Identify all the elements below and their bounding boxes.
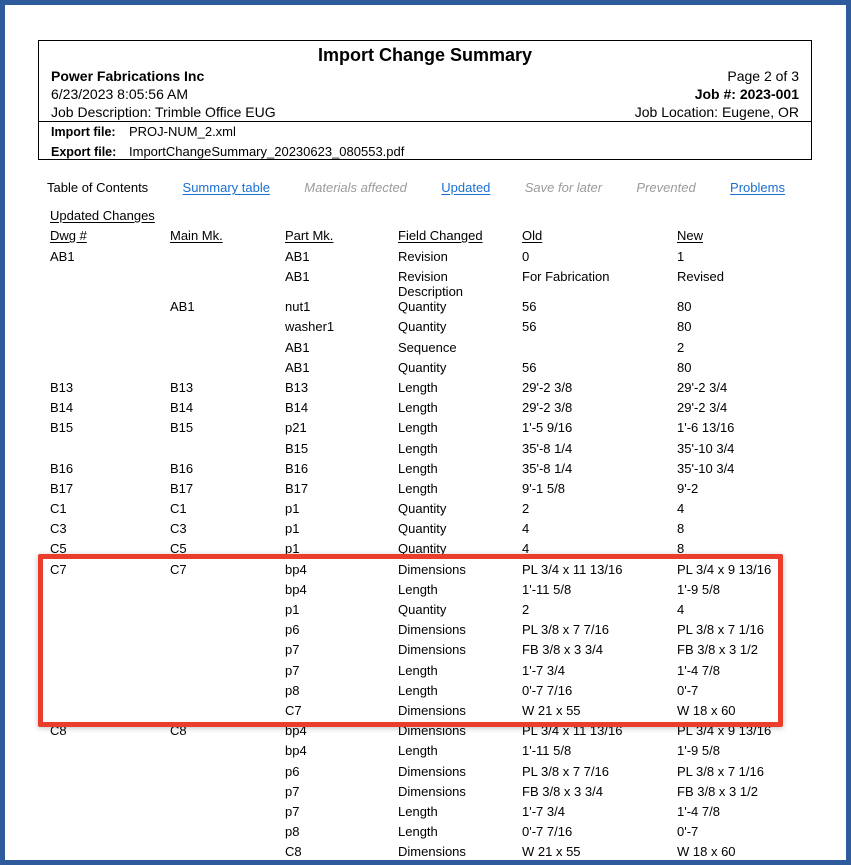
cell-part-mk: B15: [285, 440, 309, 456]
cell-field-changed: Length: [398, 824, 438, 840]
cell-new-value: PL 3/8 x 7 1/16: [677, 622, 764, 638]
cell-new-value: 80: [677, 299, 692, 315]
cell-old-value: 1'-5 9/16: [522, 420, 573, 436]
cell-part-mk: p7: [285, 642, 300, 658]
toc-link-problems[interactable]: Problems: [730, 180, 785, 195]
cell-old-value: 0'-7 7/16: [522, 824, 573, 840]
table-row: [50, 683, 817, 703]
table-row: [50, 521, 817, 541]
table-row: [50, 340, 817, 360]
cell-field-changed: Dimensions: [398, 561, 466, 577]
job-location: Job Location: Eugene, OR: [634, 104, 799, 120]
table-body: [50, 249, 817, 864]
cell-old-value: 29'-2 3/8: [522, 400, 573, 416]
company-name: Power Fabrications Inc: [51, 68, 205, 84]
table-row: [50, 562, 817, 582]
table-row: [50, 441, 817, 461]
cell-field-changed: Dimensions: [398, 642, 466, 658]
cell-main-mk: C8: [170, 723, 187, 739]
cell-new-value: 35'-10 3/4: [677, 440, 735, 456]
table-row: [50, 804, 817, 824]
cell-old-value: 4: [522, 541, 530, 557]
cell-new-value: 2: [677, 339, 685, 355]
cell-old-value: 56: [522, 299, 537, 315]
table-row: [50, 582, 817, 602]
cell-field-changed: Length: [398, 803, 438, 819]
table-row: [50, 784, 817, 804]
cell-dwg: C5: [50, 541, 67, 557]
table-row: [50, 299, 817, 319]
cell-new-value: 1'-6 13/16: [677, 420, 735, 436]
cell-field-changed: Dimensions: [398, 702, 466, 718]
cell-old-value: 56: [522, 319, 537, 335]
cell-part-mk: B14: [285, 400, 309, 416]
cell-field-changed: Quantity: [398, 602, 447, 617]
toc-label: Table of Contents: [47, 180, 149, 195]
cell-part-mk: p8: [285, 682, 300, 698]
cell-new-value: 1'-4 7/8: [677, 662, 720, 678]
cell-old-value: 1'-11 5/8: [522, 581, 572, 597]
cell-field-changed: Quantity: [398, 501, 447, 517]
cell-new-value: PL 3/4 x 9 13/16: [677, 561, 772, 577]
cell-field-changed: Length: [398, 581, 438, 597]
cell-main-mk: C1: [170, 501, 187, 517]
cell-field-changed: Length: [398, 743, 438, 759]
cell-part-mk: B13: [285, 379, 309, 395]
cell-field-changed: Length: [398, 682, 438, 698]
cell-part-mk: p1: [285, 541, 300, 557]
column-header-part-mk: Part Mk.: [285, 228, 334, 243]
cell-part-mk: p1: [285, 602, 300, 617]
report-header: [38, 40, 812, 160]
toc-link-prevented: Prevented: [636, 180, 696, 195]
cell-old-value: 4: [522, 521, 530, 537]
cell-new-value: Revised: [677, 269, 724, 285]
table-row: [50, 319, 817, 339]
cell-new-value: 4: [677, 501, 685, 517]
cell-dwg: AB1: [50, 249, 75, 264]
cell-main-mk: C5: [170, 541, 187, 557]
cell-main-mk: B14: [170, 400, 194, 416]
table-row: [50, 269, 817, 299]
cell-old-value: 0'-7 7/16: [522, 682, 573, 698]
cell-old-value: 2: [522, 501, 530, 517]
cell-new-value: W 18 x 60: [677, 702, 736, 718]
toc-link-materials-affected: Materials affected: [304, 180, 407, 195]
import-file-value: PROJ-NUM_2.xml: [129, 124, 236, 139]
cell-part-mk: p7: [285, 803, 300, 819]
cell-old-value: W 21 x 55: [522, 702, 581, 718]
report-page: [5, 5, 846, 860]
cell-new-value: 0'-7: [677, 682, 699, 698]
cell-part-mk: p7: [285, 783, 300, 799]
cell-old-value: 2: [522, 602, 530, 617]
toc-link-summary-table[interactable]: Summary table: [182, 180, 270, 195]
report-datetime: 6/23/2023 8:05:56 AM: [51, 86, 188, 102]
table-row: [50, 844, 817, 864]
cell-dwg: B17: [50, 480, 74, 496]
cell-old-value: For Fabrication: [522, 269, 610, 285]
cell-main-mk: B13: [170, 379, 194, 395]
cell-part-mk: AB1: [285, 339, 310, 355]
table-row: [50, 743, 817, 763]
cell-new-value: 29'-2 3/4: [677, 400, 728, 416]
cell-main-mk: B16: [170, 460, 194, 476]
table-row: [50, 420, 817, 440]
cell-field-changed: Dimensions: [398, 723, 466, 739]
cell-new-value: 80: [677, 359, 692, 375]
cell-old-value: FB 3/8 x 3 3/4: [522, 642, 603, 658]
table-row: [50, 541, 817, 561]
cell-dwg: B13: [50, 379, 74, 395]
cell-new-value: 8: [677, 541, 685, 557]
cell-field-changed: Quantity: [398, 521, 447, 537]
table-row: [50, 481, 817, 501]
job-number: Job #: 2023-001: [694, 86, 799, 102]
report-title: Import Change Summary: [317, 45, 533, 65]
cell-old-value: 9'-1 5/8: [522, 480, 565, 496]
table-header-row: [50, 228, 817, 243]
cell-field-changed: Revision Description: [398, 269, 464, 300]
cell-new-value: 35'-10 3/4: [677, 460, 735, 476]
table-row: [50, 622, 817, 642]
cell-part-mk: washer1: [285, 319, 335, 335]
cell-old-value: PL 3/4 x 11 13/16: [522, 561, 623, 577]
cell-new-value: PL 3/8 x 7 1/16: [677, 763, 764, 779]
cell-part-mk: p6: [285, 622, 300, 638]
cell-old-value: W 21 x 55: [522, 844, 581, 860]
cell-dwg: C1: [50, 501, 67, 517]
cell-dwg: B14: [50, 400, 74, 416]
cell-old-value: FB 3/8 x 3 3/4: [522, 783, 603, 799]
cell-part-mk: p8: [285, 824, 300, 840]
cell-part-mk: p1: [285, 501, 300, 517]
cell-old-value: 1'-7 3/4: [522, 662, 565, 678]
cell-field-changed: Revision: [398, 249, 448, 264]
file-info-section: [39, 121, 811, 162]
job-description: Job Description: Trimble Office EUG: [51, 104, 276, 120]
export-file-value: ImportChangeSummary_20230623_080553.pdf: [129, 144, 405, 159]
cell-field-changed: Quantity: [398, 299, 447, 315]
table-row: [50, 642, 817, 662]
cell-part-mk: bp4: [285, 581, 307, 597]
cell-new-value: 1'-9 5/8: [677, 743, 720, 759]
cell-field-changed: Length: [398, 400, 438, 416]
table-row: [50, 663, 817, 683]
cell-old-value: 0: [522, 249, 530, 264]
cell-field-changed: Sequence: [398, 339, 457, 355]
cell-old-value: 29'-2 3/8: [522, 379, 573, 395]
table-row: [50, 360, 817, 380]
cell-field-changed: Dimensions: [398, 783, 466, 799]
table-row: [50, 501, 817, 521]
cell-old-value: 56: [522, 359, 537, 375]
cell-new-value: 80: [677, 319, 692, 335]
cell-new-value: 1'-4 7/8: [677, 803, 720, 819]
cell-new-value: W 18 x 60: [677, 844, 736, 860]
toc-link-save-for-later: Save for later: [524, 180, 603, 195]
cell-new-value: 1'-9 5/8: [677, 581, 720, 597]
cell-old-value: 1'-7 3/4: [522, 803, 565, 819]
table-row: [50, 461, 817, 481]
cell-main-mk: C3: [170, 521, 187, 537]
cell-part-mk: p1: [285, 521, 300, 537]
cell-old-value: PL 3/8 x 7 7/16: [522, 622, 609, 638]
cell-new-value: 0'-7: [677, 824, 699, 840]
cell-main-mk: B17: [170, 480, 194, 496]
column-header-field-changed: Field Changed: [398, 228, 483, 243]
cell-field-changed: Length: [398, 662, 438, 678]
table-row: [50, 602, 817, 622]
cell-field-changed: Length: [398, 379, 438, 395]
cell-old-value: 1'-11 5/8: [522, 743, 572, 759]
column-header-dwg: Dwg #: [50, 228, 87, 243]
section-title-updated-changes: Updated Changes: [50, 208, 155, 223]
cell-new-value: 8: [677, 521, 685, 537]
cell-dwg: C3: [50, 521, 67, 537]
cell-part-mk: AB1: [285, 269, 310, 285]
cell-part-mk: C7: [285, 702, 302, 718]
toc-link-updated[interactable]: Updated: [441, 180, 491, 195]
cell-field-changed: Length: [398, 460, 438, 476]
cell-part-mk: bp4: [285, 743, 307, 759]
column-header-old-value: Old: [522, 228, 543, 243]
cell-field-changed: Dimensions: [398, 844, 466, 860]
cell-part-mk: bp4: [285, 561, 307, 577]
changes-table: [50, 228, 817, 864]
import-file-label: Import file:: [51, 125, 116, 139]
cell-field-changed: Dimensions: [398, 763, 466, 779]
column-header-new-value: New: [677, 228, 704, 243]
cell-main-mk: C7: [170, 561, 187, 577]
cell-old-value: PL 3/8 x 7 7/16: [522, 763, 609, 779]
cell-field-changed: Quantity: [398, 541, 447, 557]
cell-main-mk: B15: [170, 420, 194, 436]
cell-new-value: 1: [677, 249, 685, 264]
cell-part-mk: nut1: [285, 299, 311, 315]
cell-part-mk: AB1: [285, 359, 310, 375]
cell-new-value: FB 3/8 x 3 1/2: [677, 642, 758, 658]
cell-field-changed: Dimensions: [398, 622, 466, 638]
cell-old-value: PL 3/4 x 11 13/16: [522, 723, 623, 739]
cell-new-value: 4: [677, 602, 685, 617]
table-row: [50, 249, 817, 269]
cell-part-mk: AB1: [285, 249, 310, 264]
cell-dwg: C8: [50, 723, 67, 739]
cell-field-changed: Quantity: [398, 319, 447, 335]
cell-part-mk: C8: [285, 844, 302, 860]
table-of-contents: [47, 180, 785, 196]
cell-main-mk: AB1: [170, 299, 195, 315]
cell-new-value: FB 3/8 x 3 1/2: [677, 783, 758, 799]
cell-new-value: 29'-2 3/4: [677, 379, 728, 395]
cell-part-mk: B16: [285, 460, 309, 476]
export-file-label: Export file:: [51, 145, 117, 159]
table-row: [50, 824, 817, 844]
column-header-main-mk: Main Mk.: [170, 228, 223, 243]
cell-new-value: PL 3/4 x 9 13/16: [677, 723, 772, 739]
cell-dwg: B16: [50, 460, 74, 476]
cell-dwg: C7: [50, 561, 67, 577]
table-row: [50, 380, 817, 400]
cell-part-mk: p7: [285, 662, 300, 678]
cell-part-mk: bp4: [285, 723, 307, 739]
cell-new-value: 9'-2: [677, 480, 699, 496]
cell-old-value: 35'-8 1/4: [522, 460, 573, 476]
cell-field-changed: Length: [398, 420, 438, 436]
table-row: [50, 723, 817, 743]
cell-dwg: B15: [50, 420, 74, 436]
table-row: [50, 400, 817, 420]
cell-field-changed: Length: [398, 480, 438, 496]
cell-part-mk: p21: [285, 420, 307, 436]
page-indicator: Page 2 of 3: [727, 68, 799, 84]
cell-old-value: 35'-8 1/4: [522, 440, 573, 456]
cell-part-mk: p6: [285, 763, 300, 779]
table-row: [50, 703, 817, 723]
cell-part-mk: B17: [285, 480, 309, 496]
cell-field-changed: Quantity: [398, 359, 447, 375]
table-row: [50, 764, 817, 784]
cell-field-changed: Length: [398, 440, 438, 456]
